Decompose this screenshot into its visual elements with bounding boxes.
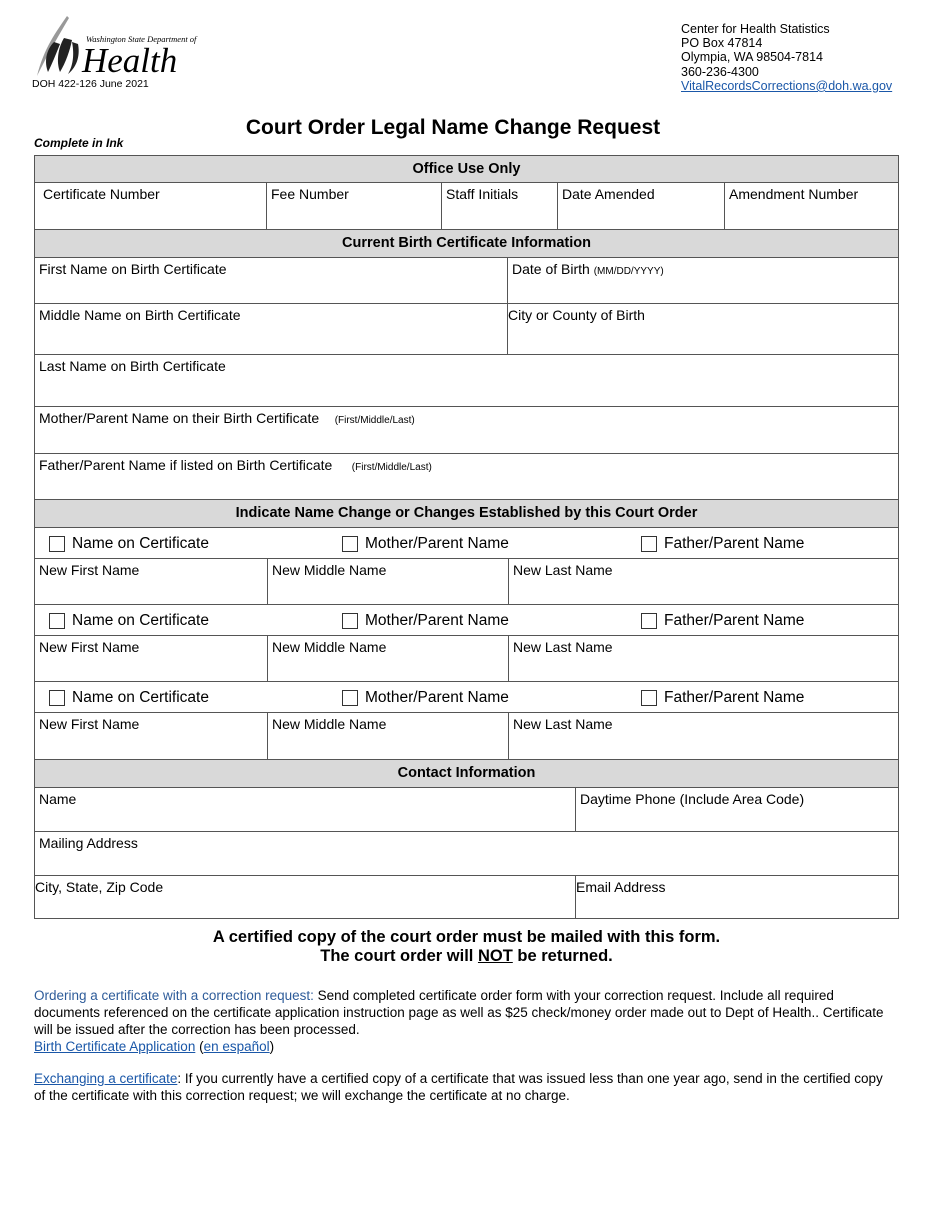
new-middle-name-field-2[interactable]: New Middle Name [267,635,509,682]
checkbox-name-on-certificate-3[interactable]: Name on Certificate [49,689,209,707]
dob-format: (MM/DD/YYYY) [593,266,664,277]
checkbox-mother-parent-name-3[interactable]: Mother/Parent Name [342,689,509,707]
father-format: (First/Middle/Last) [351,462,432,473]
email-link[interactable]: VitalRecordsCorrections@doh.wa.gov [681,78,893,93]
new-first-name-field-3[interactable]: New First Name [34,712,268,760]
email-address-field[interactable]: Email Address [575,875,899,919]
father-parent-name-field[interactable] [34,453,899,500]
checkbox-icon[interactable] [641,613,657,629]
checkbox-father-parent-name-3[interactable]: Father/Parent Name [641,689,804,707]
new-last-name-field-2[interactable]: New Last Name [508,635,899,682]
court-order-notice [0,928,933,966]
name-change-options-2 [34,604,899,636]
doh-logo [34,14,197,84]
staff-initials-field[interactable]: Staff Initials [441,182,558,230]
exchanging-text: : If you currently have a certified copy of a certificate that was issued less than one year ago, send in the certified copy of the certificate with this correction request; we will exchange the certificate at no charge. [34,1071,883,1103]
checkbox-mother-parent-name-2[interactable]: Mother/Parent Name [342,612,509,630]
father-label: Father/Parent Name if listed on Birth Certificate [39,457,333,473]
birth-certificate-application-link[interactable]: Birth Certificate Application [34,1039,196,1054]
notice-line-2: The court order will NOT be returned. [320,947,613,965]
logo-health-text: Health [82,41,178,80]
new-first-name-field-1[interactable]: New First Name [34,558,268,605]
checkbox-father-parent-name-1[interactable]: Father/Parent Name [641,535,804,553]
checkbox-name-on-certificate-1[interactable]: Name on Certificate [49,535,209,553]
checkbox-icon[interactable] [641,536,657,552]
new-first-name-field-2[interactable]: New First Name [34,635,268,682]
contact-name-field[interactable]: Name [34,787,576,832]
mother-label: Mother/Parent Name on their Birth Certificate [39,410,320,426]
checkbox-icon[interactable] [49,613,65,629]
notice-not: NOT [477,947,513,965]
mother-parent-name-field[interactable] [34,406,899,454]
city-state-zip-field[interactable]: City, State, Zip Code [34,875,576,919]
office-use-heading: Office Use Only [34,155,899,183]
amendment-number-field[interactable]: Amendment Number [724,182,899,230]
contact-heading: Contact Information [34,759,899,788]
name-change-options-1 [34,527,899,559]
new-last-name-field-3[interactable]: New Last Name [508,712,899,760]
checkbox-icon[interactable] [641,690,657,706]
ordering-lead: Ordering a certificate with a correction request: [34,988,314,1003]
exchanging-paragraph [34,1070,894,1104]
address-line-1: Center for Health Statistics [681,22,830,36]
address-line-3: Olympia, WA 98504-7814 [681,50,823,65]
page-title: Court Order Legal Name Change Request [245,116,661,139]
certificate-number-field[interactable]: Certificate Number [34,182,267,230]
notice-line-1: A certified copy of the court order must be mailed with this form. [212,928,721,946]
new-last-name-field-1[interactable]: New Last Name [508,558,899,605]
mailing-address-field[interactable]: Mailing Address [34,831,899,876]
checkbox-icon[interactable] [49,690,65,706]
birth-info-heading: Current Birth Certificate Information [34,229,899,258]
date-of-birth-field[interactable] [507,257,899,304]
logo-dept-text: Washington State Department of [86,34,197,44]
checkbox-mother-parent-name-1[interactable]: Mother/Parent Name [342,535,509,553]
doc-number: DOH 422-126 June 2021 [32,78,149,90]
address-phone: 360-236-4300 [681,64,759,79]
fee-number-field[interactable]: Fee Number [266,182,442,230]
birth-last-name-field[interactable]: Last Name on Birth Certificate [34,354,899,407]
address-line-2: PO Box 47814 [681,36,763,51]
birth-middle-name-field[interactable]: Middle Name on Birth Certificate [34,303,508,355]
checkbox-icon[interactable] [342,536,358,552]
checkbox-icon[interactable] [342,613,358,629]
birth-first-name-field[interactable]: First Name on Birth Certificate [34,257,508,304]
exchanging-certificate-link[interactable]: Exchanging a certificate [34,1071,178,1086]
complete-in-ink: Complete in Ink [34,136,124,150]
new-middle-name-field-1[interactable]: New Middle Name [267,558,509,605]
ordering-paragraph: Ordering a certificate with a correction request: Send completed certificate order form with your correction request. Include all required documents referenced on the certificate application instruction page as well as $25 check/money order made out to Dept of Health.. Certificate will be issued after the correction has been processed. Birth Certificate Application (en español) [34,988,884,1054]
daytime-phone-field[interactable]: Daytime Phone (Include Area Code) [575,787,899,832]
name-change-heading: Indicate Name Change or Changes Established by this Court Order [34,499,899,528]
agency-address [681,22,892,93]
checkbox-name-on-certificate-2[interactable]: Name on Certificate [49,612,209,630]
mother-format: (First/Middle/Last) [334,415,415,426]
en-espanol-link[interactable]: en español [203,1039,270,1054]
name-change-options-3 [34,681,899,713]
dob-label: Date of Birth [512,261,590,277]
ordering-text: Send completed certificate order form with your correction request. Include all required documents referenced on the certificate application instruction page as well as $25 check/money order made out to Dept of Health.. Certificate will be issued after the correction has been processed. [34,988,884,1037]
new-middle-name-field-3[interactable]: New Middle Name [267,712,509,760]
checkbox-icon[interactable] [342,690,358,706]
checkbox-father-parent-name-2[interactable]: Father/Parent Name [641,612,804,630]
date-amended-field[interactable]: Date Amended [557,182,725,230]
city-county-of-birth-field[interactable]: City or County of Birth [507,303,899,355]
checkbox-icon[interactable] [49,536,65,552]
